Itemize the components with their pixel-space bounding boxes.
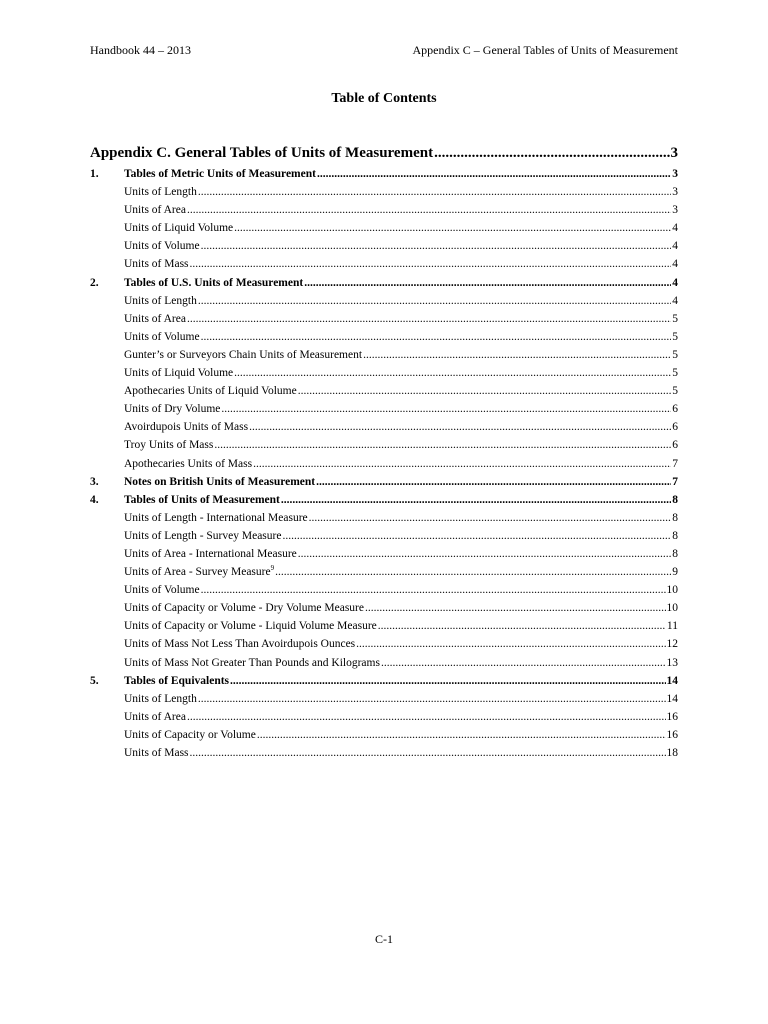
toc-leader [378,617,666,635]
toc-entry-label [124,165,316,183]
toc-entry-label [124,545,297,563]
page-title: Table of Contents [331,91,437,106]
toc-entry-page: 18 [666,747,678,759]
toc-entry-page: 4 [672,258,678,271]
toc-subsection-entry[interactable] [90,599,678,617]
toc-entry-page: 7 [672,457,678,470]
toc-leader [249,418,671,436]
toc-entry-label-text: Units of Length [124,294,197,307]
toc-entry-page: 12 [666,638,678,651]
footnote-marker: 9 [270,564,275,573]
toc-entry-label-text: Units of Mass Not Less Than Avoirdupois Ounces [124,638,356,651]
toc-entry-page: 6 [672,403,678,416]
toc-entry-label-text: Avoirdupois Units of Mass [124,421,249,434]
toc-entry-label-text: Units of Volume [124,330,200,343]
toc-leader [257,726,666,744]
toc-appendix-entry[interactable] [90,145,678,162]
toc-entry-label [124,726,256,744]
toc-leader [234,364,671,382]
toc-leader [317,165,671,183]
toc-leader [214,436,671,454]
toc-entry-page: 8 [672,511,678,524]
toc-entry-label-text: Units of Liquid Volume [124,367,234,380]
toc-entry-label [124,436,213,454]
toc-entry-page: 3 [672,168,678,180]
toc-entry-label [124,201,186,219]
toc-entry-page: 5 [672,312,678,325]
toc-leader [381,654,666,672]
toc-entry-label [124,328,200,346]
toc-entry-label [124,708,186,726]
page-header [90,43,678,58]
toc-entry-label [124,400,220,418]
toc-leader [198,690,666,708]
toc-leader [201,237,672,255]
toc-section-entry[interactable] [90,274,678,292]
toc-entry-label-text: Tables of Metric Units of Measurement [124,168,316,180]
toc-subsection-entry[interactable] [90,201,678,219]
toc-entry-label-text: Units of Area - International Measure [124,547,297,560]
toc-entry-label-text: Units of Capacity or Volume - Dry Volume Measure [124,602,364,615]
toc-section-number: 4. [90,493,99,506]
toc-appendix-page: 3 [670,145,678,161]
toc-entry-label-text: Units of Mass [124,258,189,271]
toc-section-number: 5. [90,674,99,687]
toc-entry-label [124,491,280,509]
toc-leader [190,255,672,273]
toc-subsection-entry[interactable] [90,509,678,527]
toc-leader [298,545,671,563]
toc-entry-label-text: Notes on British Units of Measurement [124,475,316,488]
toc-entry-page: 5 [672,330,678,343]
toc-subsection-entry[interactable] [90,654,678,672]
toc-entry-label [124,509,308,527]
toc-entry-page: 5 [672,385,678,398]
toc-subsection-entry[interactable] [90,255,678,273]
toc-entry-label [124,690,197,708]
toc-entry-page: 4 [672,222,678,235]
toc-subsection-entry[interactable] [90,744,678,762]
toc-subsection-entry[interactable] [90,708,678,726]
toc-section-entry[interactable] [90,473,678,491]
toc-leader [198,183,671,201]
table-of-contents [90,165,678,762]
toc-subsection-entry[interactable] [90,418,678,436]
toc-entry-page: 14 [666,692,678,705]
toc-leader [275,563,671,581]
toc-subsection-entry[interactable] [90,545,678,563]
toc-entry-label-text: Gunter’s or Surveyors Chain Units of Measurement [124,348,363,361]
toc-entry-label [124,219,233,237]
toc-entry-page: 4 [672,240,678,253]
toc-subsection-entry[interactable] [90,617,678,635]
toc-leader [190,744,666,762]
toc-entry-page: 11 [666,620,678,633]
toc-entry-label-text: Units of Mass [124,747,189,759]
header-right: Appendix C – General Tables of Units of Measurement [412,43,678,57]
toc-entry-label [124,310,186,328]
toc-entry-label [124,563,274,581]
toc-entry-page: 8 [672,547,678,560]
toc-leader [187,201,671,219]
toc-subsection-entry[interactable] [90,237,678,255]
toc-entry-page: 16 [666,710,678,723]
toc-entry-label-text: Units of Liquid Volume [124,222,234,235]
toc-entry-label-text: Units of Area [124,710,186,723]
toc-subsection-entry[interactable] [90,726,678,744]
toc-leader [298,382,672,400]
toc-subsection-entry[interactable] [90,364,678,382]
toc-entry-label-text: Units of Capacity or Volume - Liquid Volume Measure [124,620,377,633]
toc-section-number: 2. [90,276,99,289]
toc-entry-page: 9 [672,566,678,579]
toc-leader [363,346,671,364]
toc-leader [434,145,669,162]
toc-subsection-entry[interactable] [90,292,678,310]
toc-entry-label-text: Units of Dry Volume [124,403,221,416]
page-number: C-1 [375,932,393,946]
toc-entry-label-text: Tables of U.S. Units of Measurement [124,276,304,289]
toc-subsection-entry[interactable] [90,436,678,454]
toc-entry-page: 10 [666,602,678,615]
toc-entry-label [124,581,200,599]
toc-entry-label [124,473,315,491]
toc-entry-page: 8 [672,529,678,542]
toc-entry-label-text: Units of Area - Survey Measure [124,566,271,579]
toc-entry-label [124,617,377,635]
toc-entry-label-text: Units of Length [124,692,197,705]
toc-entry-page: 6 [672,439,678,452]
toc-leader [198,292,671,310]
toc-leader [201,581,666,599]
toc-entry-page: 3 [672,204,678,217]
toc-entry-label-text: Tables of Units of Measurement [124,493,280,506]
toc-entry-label [124,635,355,653]
toc-entry-label [124,455,252,473]
toc-entry-page: 16 [666,728,678,741]
toc-entry-label [124,382,297,400]
toc-entry-label-text: Apothecaries Units of Mass [124,457,253,470]
toc-entry-label-text: Troy Units of Mass [124,439,214,452]
toc-entry-label [124,654,380,672]
toc-subsection-entry[interactable] [90,400,678,418]
toc-entry-label [124,527,281,545]
toc-entry-label [124,237,200,255]
toc-leader [282,527,671,545]
toc-leader [316,473,671,491]
toc-entry-label-text: Units of Volume [124,584,200,597]
toc-subsection-entry[interactable] [90,690,678,708]
toc-leader [187,310,671,328]
toc-entry-label-text: Units of Volume [124,240,200,253]
toc-subsection-entry[interactable] [90,527,678,545]
toc-subsection-entry[interactable] [90,382,678,400]
toc-entry-page: 8 [672,493,678,506]
toc-section-entry[interactable] [90,165,678,183]
toc-leader [304,274,671,292]
toc-leader [281,491,671,509]
toc-leader [201,328,672,346]
toc-entry-label-text: Units of Area [124,312,186,325]
toc-subsection-entry[interactable] [90,310,678,328]
toc-entry-label [124,274,303,292]
toc-entry-label [124,292,197,310]
toc-leader [230,672,665,690]
toc-entry-page: 10 [666,584,678,597]
toc-entry-label-text: Units of Area [124,204,186,217]
toc-subsection-entry[interactable] [90,635,678,653]
toc-appendix-label: Appendix C. General Tables of Units of Measurement [90,145,434,161]
toc-subsection-entry[interactable] [90,183,678,201]
toc-entry-label-text: Tables of Equivalents [124,674,230,687]
toc-section-entry[interactable] [90,672,678,690]
toc-entry-label [124,599,364,617]
toc-entry-page: 5 [672,348,678,361]
toc-section-entry[interactable] [90,491,678,509]
toc-entry-label [124,346,362,364]
toc-entry-label [124,744,189,762]
toc-entry-label [124,255,189,273]
toc-entry-label-text: Units of Length - International Measure [124,511,308,524]
toc-entry-page: 4 [672,294,678,307]
toc-entry-label-text: Units of Capacity or Volume [124,728,256,741]
toc-entry-label [124,183,197,201]
toc-subsection-entry[interactable] [90,328,678,346]
toc-entry-label [124,418,248,436]
toc-entry-label-text: Apothecaries Units of Liquid Volume [124,385,297,398]
toc-entry-label-text: Units of Length - Survey Measure [124,529,282,542]
toc-subsection-entry[interactable] [90,563,678,581]
toc-entry-page: 5 [672,367,678,380]
toc-subsection-entry[interactable] [90,219,678,237]
toc-entry-page: 13 [666,656,678,669]
toc-entry-label [124,672,229,690]
toc-leader [187,708,666,726]
toc-entry-label [124,364,233,382]
toc-subsection-entry[interactable] [90,346,678,364]
toc-entry-page: 7 [672,475,678,488]
toc-entry-page: 6 [672,421,678,434]
toc-section-number: 1. [90,168,99,180]
toc-entry-label-text: Units of Length [124,186,197,199]
toc-leader [221,400,671,418]
toc-leader [356,635,665,653]
toc-entry-page: 14 [666,674,678,687]
toc-leader [365,599,666,617]
toc-leader [253,455,671,473]
toc-subsection-entry[interactable] [90,581,678,599]
toc-entry-page: 3 [672,186,678,199]
toc-subsection-entry[interactable] [90,455,678,473]
header-left: Handbook 44 – 2013 [90,43,191,57]
toc-leader [234,219,671,237]
toc-entry-label-text: Units of Mass Not Greater Than Pounds and Kilograms [124,656,380,669]
toc-entry-page: 4 [672,276,678,289]
toc-section-number: 3. [90,475,99,488]
toc-leader [309,509,672,527]
